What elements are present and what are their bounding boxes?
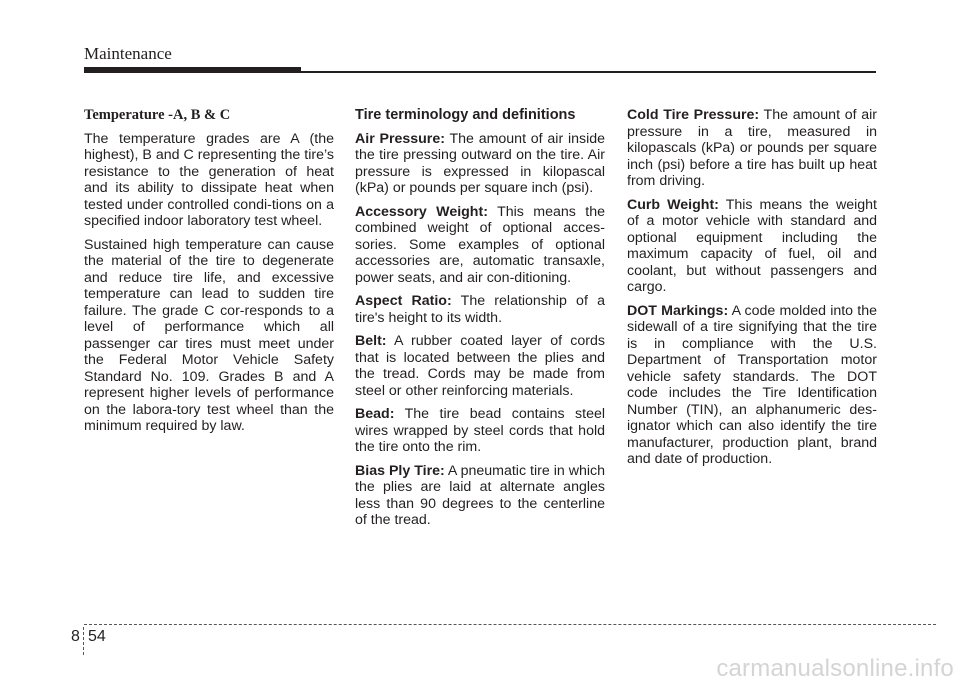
column-2	[355, 107, 605, 536]
definition	[355, 131, 605, 197]
column-3	[627, 107, 877, 475]
definition-term: Cold Tire Pressure:	[627, 107, 760, 123]
footer-rule	[84, 624, 936, 625]
definition-term: Bead:	[355, 406, 395, 422]
column-1	[84, 107, 334, 442]
definition-text: A pneumatic tire in which the plies are laid at alternate angles less than 90 degrees to the centerline of the tread.	[355, 462, 605, 528]
definition-term: DOT Markings:	[627, 302, 729, 319]
definition	[627, 303, 877, 468]
definition-term: Accessory Weight:	[355, 203, 488, 220]
definition-text: This means the combined weight of optional acces-sories. Some examples of optional accessories are, automatic transaxle, power seats, and air con-ditioning.	[355, 203, 605, 286]
definition-text: This means the weight of a motor vehicle with standard and optional equipment including the maximum capacity of fuel, oil and coolant, but without passengers and cargo.	[627, 196, 877, 295]
definition-text: The amount of air inside the tire pressing outward on the tire. Air pressure is expressed in kilopascal (kPa) or pounds per square inch (psi).	[355, 130, 606, 196]
definition-text: The amount of air pressure in a tire, measured in kilopascals (kPa) or pounds per square inch (psi) before a tire has built up heat from driving.	[627, 107, 877, 189]
terminology-heading: Tire terminology and definitions	[355, 107, 576, 123]
definition-text: A code molded into the sidewall of a tire signifying that the tire is in compliance with the U.S. Department of Transportation motor vehicle safety standards. The DOT code includes the Tire Identification Number (TIN), an alphanumeric des-ignator which can also identify the tire manufacturer, production plant, brand and date of production.	[627, 302, 877, 467]
definition-term: Air Pressure:	[355, 130, 445, 147]
section-title: Maintenance	[84, 44, 172, 63]
definition-term: Belt:	[355, 333, 387, 349]
page-number-divider	[83, 627, 84, 655]
definition	[355, 204, 605, 287]
header-rule	[301, 71, 876, 73]
paragraph: The temperature grades are A (the highest), B and C representing the tire’s resistance to the generation of heat and its ability to dissipate heat when tested under controlled condi-tions on a specified indoor laboratory test wheel.	[84, 130, 334, 229]
header-bar	[84, 67, 301, 73]
definition	[355, 293, 605, 326]
definition	[627, 107, 877, 190]
definition-term: Aspect Ratio:	[355, 293, 452, 309]
chapter-number: 8	[71, 628, 80, 645]
watermark: carmanualsonline.info	[716, 655, 954, 682]
definition-text: A rubber coated layer of cords that is located between the plies and the tread. Cords may be made from steel or other reinforcing materials.	[355, 333, 605, 399]
paragraph: Sustained high temperature can cause the material of the tire to degenerate and reduce tire life, and excessive temperature can lead to sudden tire failure. The grade C cor-responds to a level of performance which all passenger car tires must meet under the Federal Motor Vehicle Safety Standard No. 109. Grades B and A represent higher levels of performance on the labora-tory test wheel than the minimum required by law.	[84, 236, 334, 434]
definition-text: The relationship of a tire's height to its width.	[355, 293, 605, 326]
page-number: 54	[88, 628, 106, 645]
definition	[627, 197, 877, 296]
definition-text: The tire bead contains steel wires wrapped by steel cords that hold the tire onto the rim.	[355, 406, 605, 455]
definition-term: Bias Ply Tire:	[355, 462, 445, 479]
temperature-heading: Temperature -A, B & C	[84, 107, 231, 123]
definition-term: Curb Weight:	[627, 196, 719, 213]
definition	[355, 406, 605, 456]
definition	[355, 333, 605, 399]
definition	[355, 463, 605, 529]
